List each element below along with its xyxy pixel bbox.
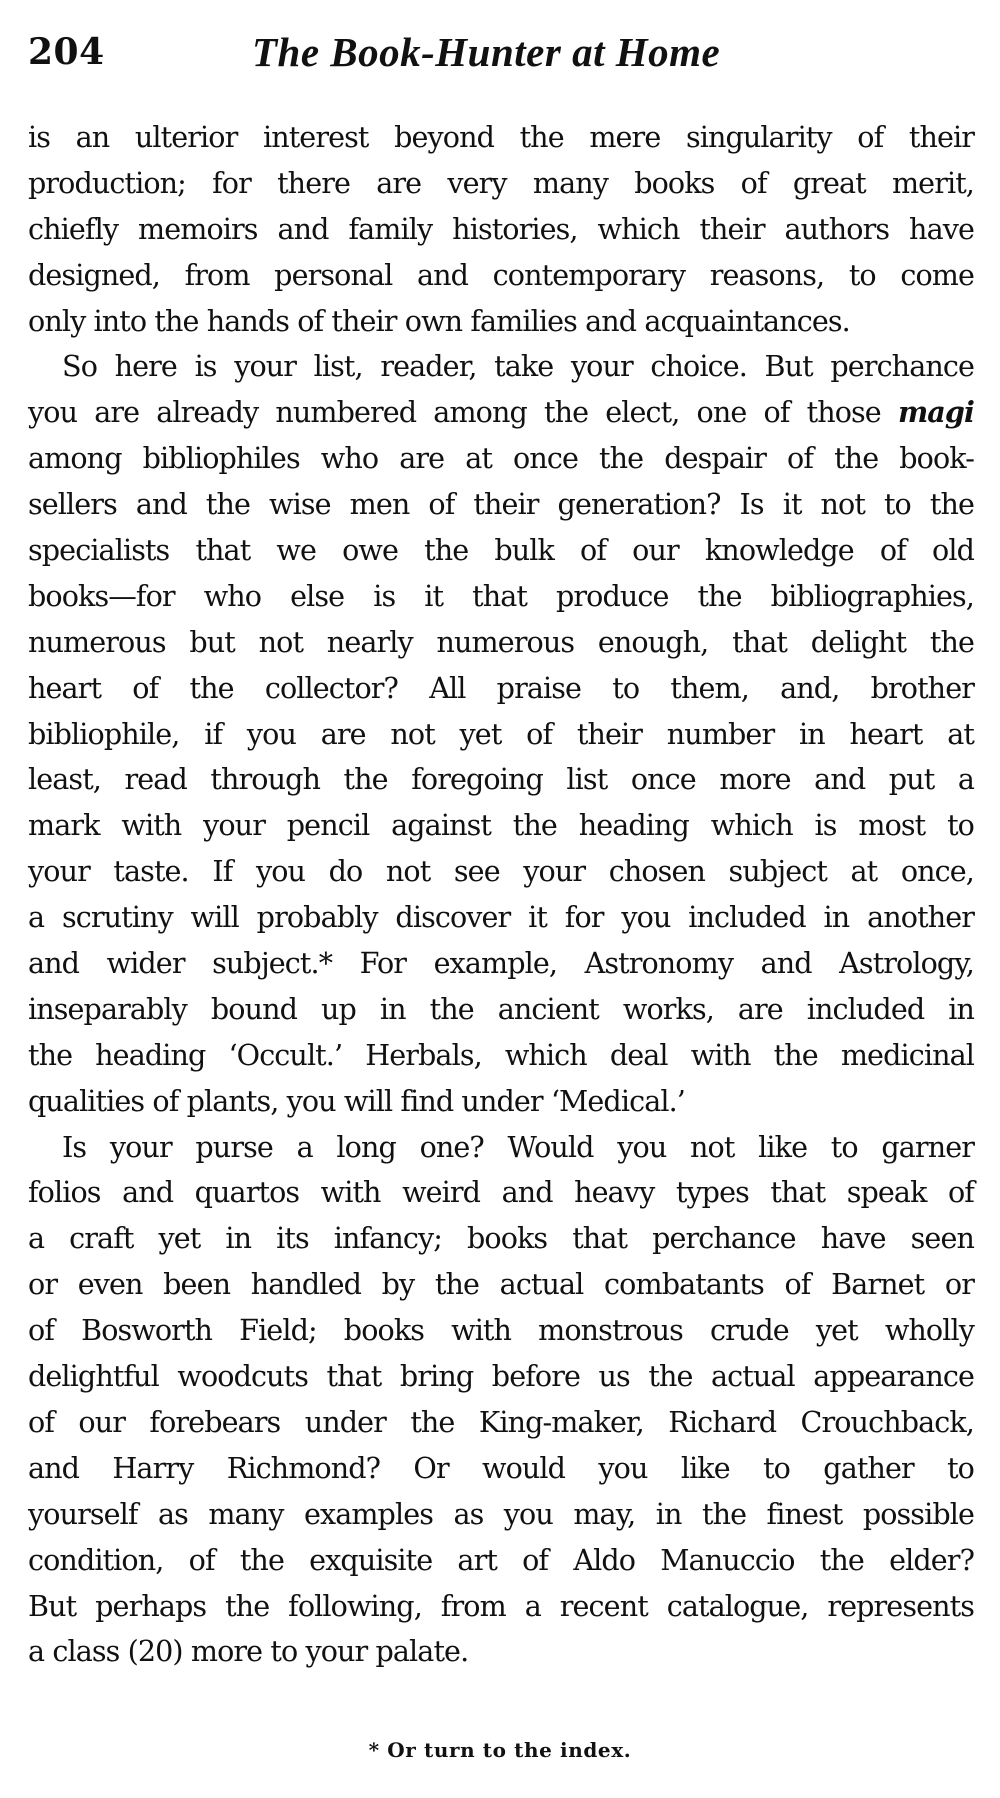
- text-line: heart of the collector? All praise to them, and, brother: [28, 670, 974, 705]
- text-line: delightful woodcuts that bring before us the actual appearance: [28, 1359, 974, 1394]
- text-line: of our forebears under the King-maker, Richard Crouchback,: [28, 1404, 974, 1439]
- text-line: But perhaps the following, from a recent catalogue, represents: [28, 1588, 974, 1623]
- text-line: books—for who else is it that produce the bibliographies,: [28, 578, 974, 613]
- text-line: a scrutiny will probably discover it for you included in another: [28, 900, 974, 935]
- running-title: The Book-Hunter at Home: [252, 29, 721, 75]
- text-line: only into the hands of their own families and acquaintances.: [28, 303, 850, 338]
- text-line: you are already numbered among the elect, one of those magi: [28, 395, 974, 430]
- text-line: qualities of plants, you will find under ‘Medical.’: [28, 1083, 685, 1118]
- text-line: folios and quartos with weird and heavy types that speak of: [28, 1175, 974, 1210]
- text-line: and wider subject.* For example, Astronomy and Astrology,: [28, 946, 974, 981]
- footnote: * Or turn to the index.: [368, 1738, 632, 1762]
- text-line: condition, of the exquisite art of Aldo Manuccio the elder?: [28, 1542, 974, 1577]
- text-line: designed, from personal and contemporary reasons, to come: [28, 257, 974, 292]
- text-line: is an ulterior interest beyond the mere singularity of their: [28, 120, 974, 154]
- text-line: least, read through the foregoing list once more and put a: [28, 762, 974, 797]
- text-line: inseparably bound up in the ancient works, are included in: [28, 991, 974, 1026]
- text-line: Is your purse a long one? Would you not like to garner: [62, 1129, 974, 1164]
- text-line: yourself as many examples as you may, in the finest possible: [28, 1496, 974, 1531]
- text-line: chiefly memoirs and family histories, which their authors have: [28, 211, 974, 246]
- text-line: bibliophile, if you are not yet of their number in heart at: [28, 716, 974, 751]
- text-line: or even been handled by the actual combatants of Barnet or: [28, 1267, 974, 1302]
- text-line: among bibliophiles who are at once the despair of the book-: [28, 441, 974, 476]
- text-line: the heading ‘Occult.’ Herbals, which deal with the medicinal: [28, 1037, 974, 1072]
- text-line: sellers and the wise men of their generation? Is it not to the: [28, 487, 974, 522]
- text-line: and Harry Richmond? Or would you like to gather to: [28, 1450, 974, 1485]
- text-line: numerous but not nearly numerous enough, that delight the: [28, 624, 974, 659]
- text-line: a craft yet in its infancy; books that perchance have seen: [28, 1221, 974, 1256]
- text-line: mark with your pencil against the heading which is most to: [28, 808, 974, 843]
- text-line: specialists that we owe the bulk of our knowledge of old: [28, 533, 974, 568]
- text-line: of Bosworth Field; books with monstrous crude yet wholly: [28, 1313, 974, 1348]
- text-line: your taste. If you do not see your chosen subject at once,: [28, 854, 974, 889]
- text-line: So here is your list, reader, take your choice. But perchance: [62, 349, 974, 384]
- page-number: 204: [28, 31, 105, 73]
- running-head: [28, 22, 968, 82]
- emphasis-magi: magi: [897, 395, 974, 430]
- text-line: a class (20) more to your palate.: [28, 1634, 469, 1669]
- body-text: [28, 115, 974, 1675]
- text-line: production; for there are very many books of great merit,: [28, 165, 974, 200]
